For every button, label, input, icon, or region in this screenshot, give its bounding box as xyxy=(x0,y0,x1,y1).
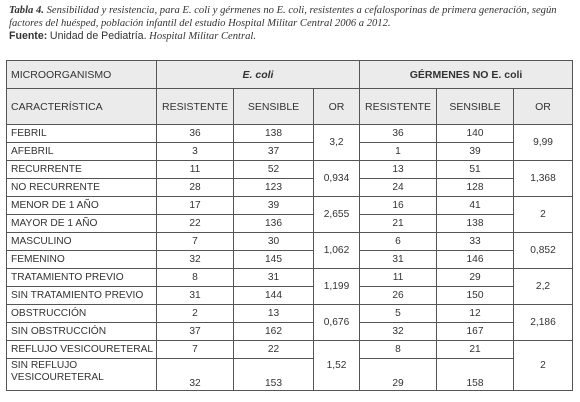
table-row xyxy=(7,341,573,359)
no-ecoli-resistente: 11 xyxy=(360,269,437,287)
no-ecoli-resistente: 13 xyxy=(360,161,437,179)
table-row xyxy=(7,197,573,215)
ecoli-sensible: 31 xyxy=(234,269,314,287)
table-row xyxy=(7,125,573,143)
source-institution: Hospital Militar Central. xyxy=(149,31,256,42)
ecoli-resistente: 36 xyxy=(157,125,234,143)
header-sensible-ecoli: SENSIBLE xyxy=(234,89,314,125)
no-ecoli-resistente: 31 xyxy=(360,251,437,269)
row-label: TRATAMIENTO PREVIO xyxy=(7,269,157,287)
no-ecoli-or: 9,99 xyxy=(514,125,573,161)
row-label: OBSTRUCCIÓN xyxy=(7,305,157,323)
ecoli-sensible: 37 xyxy=(234,143,314,161)
row-label: REFLUJO VESICOURETERAL xyxy=(7,341,157,359)
ecoli-sensible: 162 xyxy=(234,323,314,341)
no-ecoli-resistente: 29 xyxy=(360,359,437,391)
row-label: MAYOR DE 1 AÑO xyxy=(7,215,157,233)
no-ecoli-sensible: 146 xyxy=(437,251,514,269)
ecoli-or: 1,199 xyxy=(314,269,360,305)
ecoli-resistente: 32 xyxy=(157,251,234,269)
no-ecoli-sensible: 33 xyxy=(437,233,514,251)
row-label: MASCULINO xyxy=(7,233,157,251)
no-ecoli-or: 0,852 xyxy=(514,233,573,269)
no-ecoli-resistente: 26 xyxy=(360,287,437,305)
row-label: SIN TRATAMIENTO PREVIO xyxy=(7,287,157,305)
ecoli-or: 0,934 xyxy=(314,161,360,197)
ecoli-sensible: 13 xyxy=(234,305,314,323)
table-row xyxy=(7,179,573,197)
ecoli-or: 0,676 xyxy=(314,305,360,341)
table-row xyxy=(7,251,573,269)
no-ecoli-sensible: 150 xyxy=(437,287,514,305)
header-or-ecoli: OR xyxy=(314,89,360,125)
ecoli-sensible: 123 xyxy=(234,179,314,197)
caption-label: Tabla 4. xyxy=(9,5,44,16)
no-ecoli-or: 2,186 xyxy=(514,305,573,341)
row-label: FEMENINO xyxy=(7,251,157,269)
ecoli-sensible: 153 xyxy=(234,359,314,391)
source-text: Unidad de Pediatría. xyxy=(49,30,147,42)
ecoli-sensible: 136 xyxy=(234,215,314,233)
table-row xyxy=(7,233,573,251)
header-resistente-ecoli: RESISTENTE xyxy=(157,89,234,125)
header-or-no-ecoli: OR xyxy=(514,89,573,125)
ecoli-sensible: 22 xyxy=(234,341,314,359)
ecoli-or: 3,2 xyxy=(314,125,360,161)
ecoli-resistente: 11 xyxy=(157,161,234,179)
no-ecoli-sensible: 39 xyxy=(437,143,514,161)
header-no-ecoli xyxy=(360,61,573,89)
ecoli-resistente: 31 xyxy=(157,287,234,305)
header-row-columns xyxy=(7,89,573,125)
ecoli-sensible: 39 xyxy=(234,197,314,215)
row-label: NO RECURRENTE xyxy=(7,179,157,197)
no-ecoli-sensible: 138 xyxy=(437,215,514,233)
no-ecoli-sensible: 140 xyxy=(437,125,514,143)
ecoli-resistente: 37 xyxy=(157,323,234,341)
table-row xyxy=(7,161,573,179)
header-no-ecoli-prefix: GÉRMENES NO xyxy=(409,68,492,81)
no-ecoli-or: 2 xyxy=(514,341,573,391)
no-ecoli-sensible: 29 xyxy=(437,269,514,287)
no-ecoli-resistente: 6 xyxy=(360,233,437,251)
ecoli-sensible: 144 xyxy=(234,287,314,305)
ecoli-resistente: 7 xyxy=(157,233,234,251)
no-ecoli-sensible: 21 xyxy=(437,341,514,359)
table-row xyxy=(7,143,573,161)
header-row-groups xyxy=(7,61,573,89)
source-label: Fuente: xyxy=(9,30,48,42)
ecoli-sensible: 52 xyxy=(234,161,314,179)
table-row xyxy=(7,359,573,391)
ecoli-sensible: 30 xyxy=(234,233,314,251)
header-no-ecoli-italic: E. coli xyxy=(491,68,523,81)
ecoli-sensible: 138 xyxy=(234,125,314,143)
ecoli-resistente: 17 xyxy=(157,197,234,215)
table-caption xyxy=(9,4,577,43)
ecoli-sensible: 145 xyxy=(234,251,314,269)
header-microorganismo: MICROORGANISMO xyxy=(7,61,157,89)
no-ecoli-resistente: 24 xyxy=(360,179,437,197)
row-label: AFEBRIL xyxy=(7,143,157,161)
no-ecoli-sensible: 51 xyxy=(437,161,514,179)
row-label: RECURRENTE xyxy=(7,161,157,179)
row-label: SIN OBSTRUCCIÓN xyxy=(7,323,157,341)
ecoli-resistente: 7 xyxy=(157,341,234,359)
ecoli-resistente: 22 xyxy=(157,215,234,233)
no-ecoli-resistente: 8 xyxy=(360,341,437,359)
no-ecoli-resistente: 32 xyxy=(360,323,437,341)
no-ecoli-resistente: 16 xyxy=(360,197,437,215)
ecoli-or: 1,062 xyxy=(314,233,360,269)
caption-text: Sensibilidad y resistencia, para E. coli y gérmenes no E. coli, resistentes a cefalosporinas de primera generación, según factores del huésped, población infantil del estudio Hospital Militar Central 2006 a 2012. xyxy=(9,5,557,29)
ecoli-resistente: 28 xyxy=(157,179,234,197)
no-ecoli-sensible: 41 xyxy=(437,197,514,215)
no-ecoli-sensible: 128 xyxy=(437,179,514,197)
table-row xyxy=(7,215,573,233)
table-row xyxy=(7,287,573,305)
ecoli-or: 1,52 xyxy=(314,341,360,391)
table-row xyxy=(7,323,573,341)
no-ecoli-or: 2,2 xyxy=(514,269,573,305)
table-row xyxy=(7,269,573,287)
ecoli-or: 2,655 xyxy=(314,197,360,233)
header-resistente-no-ecoli: RESISTENTE xyxy=(360,89,437,125)
header-ecoli: E. coli xyxy=(157,61,360,89)
no-ecoli-sensible: 158 xyxy=(437,359,514,391)
row-label: MENOR DE 1 AÑO xyxy=(7,197,157,215)
no-ecoli-sensible: 167 xyxy=(437,323,514,341)
no-ecoli-resistente: 36 xyxy=(360,125,437,143)
row-label: SIN REFLUJO VESICOURETERAL xyxy=(7,359,157,391)
no-ecoli-resistente: 1 xyxy=(360,143,437,161)
row-label: FEBRIL xyxy=(7,125,157,143)
ecoli-resistente: 3 xyxy=(157,143,234,161)
ecoli-resistente: 8 xyxy=(157,269,234,287)
no-ecoli-sensible: 12 xyxy=(437,305,514,323)
no-ecoli-or: 1,368 xyxy=(514,161,573,197)
no-ecoli-resistente: 21 xyxy=(360,215,437,233)
no-ecoli-resistente: 5 xyxy=(360,305,437,323)
header-caracteristica: CARACTERÍSTICA xyxy=(7,89,157,125)
ecoli-resistente: 2 xyxy=(157,305,234,323)
header-sensible-no-ecoli: SENSIBLE xyxy=(437,89,514,125)
table-row xyxy=(7,305,573,323)
ecoli-resistente: 32 xyxy=(157,359,234,391)
results-table xyxy=(6,60,573,391)
no-ecoli-or: 2 xyxy=(514,197,573,233)
